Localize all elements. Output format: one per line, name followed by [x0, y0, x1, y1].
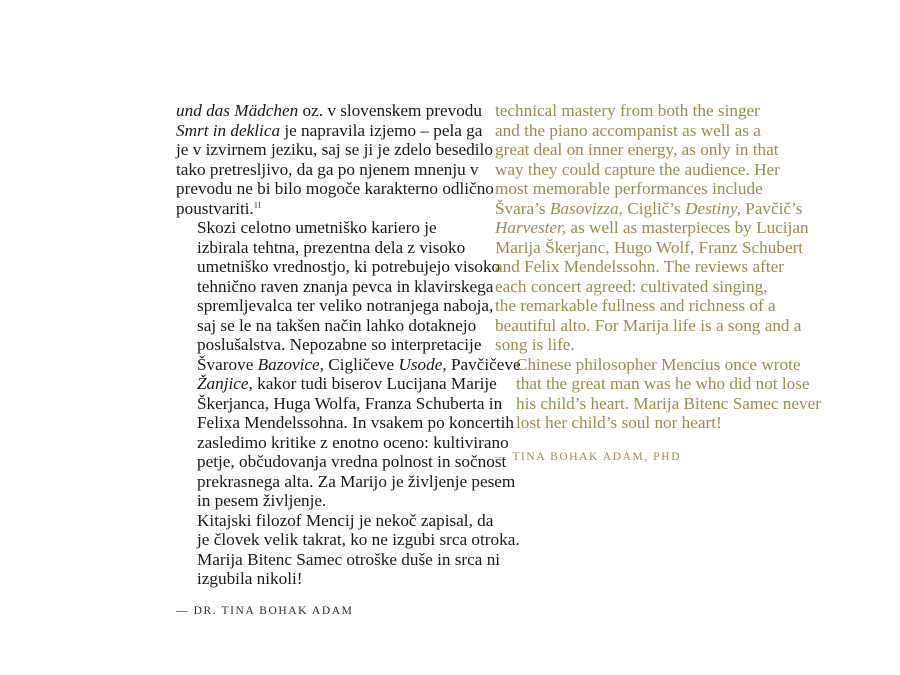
text-line: Marija Bitenc Samec otroške duše in srca ni — [197, 549, 501, 569]
text-line: great deal on inner energy, as only in that — [495, 140, 779, 159]
text-line: in pesem življenje. — [197, 491, 327, 510]
text-line: prekrasnega alta. Za Marijo je življenje pesem — [197, 471, 516, 491]
song-title-italic: Smrt in deklica — [176, 120, 281, 140]
footnote-marker: 11 — [253, 199, 262, 209]
text-line: izgubila nikoli! — [197, 569, 303, 588]
text-line: that the great man was he who did not lose — [516, 374, 810, 393]
text-line: Chinese philosopher Mencius once wrote — [516, 354, 801, 374]
song-title-italic: Basovizza, — [549, 198, 623, 218]
song-title-italic: Usode, — [398, 354, 447, 374]
text-line: spremljevalca ter veliko notranjega naboja, — [197, 296, 494, 315]
text-line: way they could capture the audience. Her — [495, 159, 780, 179]
text-line: most memorable performances include — [495, 179, 763, 198]
english-author-signature: — TINA BOHAK ADAM, PHD — [495, 451, 682, 463]
text-line: umetniško vrednostjo, ki potrebujejo visoko — [197, 257, 501, 276]
text-line: Smrt in deklica je napravila izjemo – pela ga — [176, 120, 483, 140]
text-line: tehnično raven znanja pevca in klavirskega — [197, 276, 494, 296]
text-line: Švara’s Basovizza, Ciglič’s Destiny, Pavčič’s — [495, 198, 803, 218]
slovenian-paragraph-1 — [176, 101, 494, 218]
text-line: and the piano accompanist as well as a — [495, 120, 761, 140]
text-line: Žanjice, kakor tudi biserov Lucijana Marije — [197, 374, 497, 393]
text-line: song is life. — [495, 335, 575, 354]
song-title-italic: Žanjice, — [197, 374, 253, 393]
text-line: Marija Škerjanc, Hugo Wolf, Franz Schubert — [495, 237, 804, 257]
song-title-italic: Harvester, — [495, 218, 567, 237]
song-title-italic: Destiny, — [685, 198, 741, 218]
text-line: lost her child’s soul nor heart! — [516, 413, 722, 432]
text-line: his child’s heart. Marija Bitenc Samec never — [516, 393, 821, 413]
text-line: saj se le na takšen način lahko dotaknejo — [197, 315, 477, 335]
text-line: petje, občudovanja vredna polnost in sočnost — [197, 452, 507, 471]
text-line: beautiful alto. For Marija life is a song and a — [495, 315, 802, 335]
english-paragraph-1 — [495, 101, 809, 355]
text-line: prevodu ne bi bilo mogoče karakterno odlično — [176, 179, 494, 198]
slovenian-paragraph-3 — [176, 510, 520, 589]
slovenian-author-signature: — DR. TINA BOHAK ADAM — [176, 605, 354, 617]
text-line: Kitajski filozof Mencij je nekoč zapisal, da — [197, 510, 494, 530]
english-text-column — [495, 101, 821, 433]
text-line: technical mastery from both the singer — [495, 101, 760, 120]
text-line: je človek velik takrat, ko ne izgubi srca otroka. — [197, 530, 520, 549]
text-line: Škerjanca, Huga Wolfa, Franza Schuberta in — [197, 393, 503, 413]
text-line: the remarkable fullness and richness of a — [495, 296, 776, 315]
song-title-italic: und das Mädchen — [176, 101, 299, 120]
text-line: zasledimo kritike z enotno oceno: kultivirano — [197, 432, 509, 452]
text-line: und das Mädchen oz. v slovenskem prevodu — [176, 101, 482, 120]
text-line: and Felix Mendelssohn. The reviews after — [495, 257, 784, 276]
text-line: izbirala tehtna, prezentna dela z visoko — [197, 237, 466, 257]
text-line: je v izvirnem jeziku, saj se ji je zdelo besedilo — [176, 140, 493, 159]
text-line: poustvariti.$^{11}$ — [176, 198, 262, 218]
text-line: each concert agreed: cultivated singing, — [495, 276, 768, 296]
slovenian-paragraph-2 — [176, 218, 521, 511]
slovenian-text-column — [176, 101, 521, 589]
text-line: Harvester, as well as masterpieces by Lucijan — [495, 218, 809, 237]
song-title-italic: Bazovice, — [257, 354, 324, 374]
text-line: Felixa Mendelssohna. In vsakem po koncertih — [197, 413, 514, 432]
text-line: Švarove Bazovice, Cigličeve Usode, Pavčičeve — [197, 354, 521, 374]
english-paragraph-2 — [495, 354, 821, 433]
text-line: poslušalstva. Nepozabne so interpretacije — [197, 335, 482, 354]
text-line: tako pretresljivo, da ga po njenem mnenju v — [176, 159, 479, 179]
text-line: Skozi celotno umetniško kariero je — [197, 218, 437, 237]
